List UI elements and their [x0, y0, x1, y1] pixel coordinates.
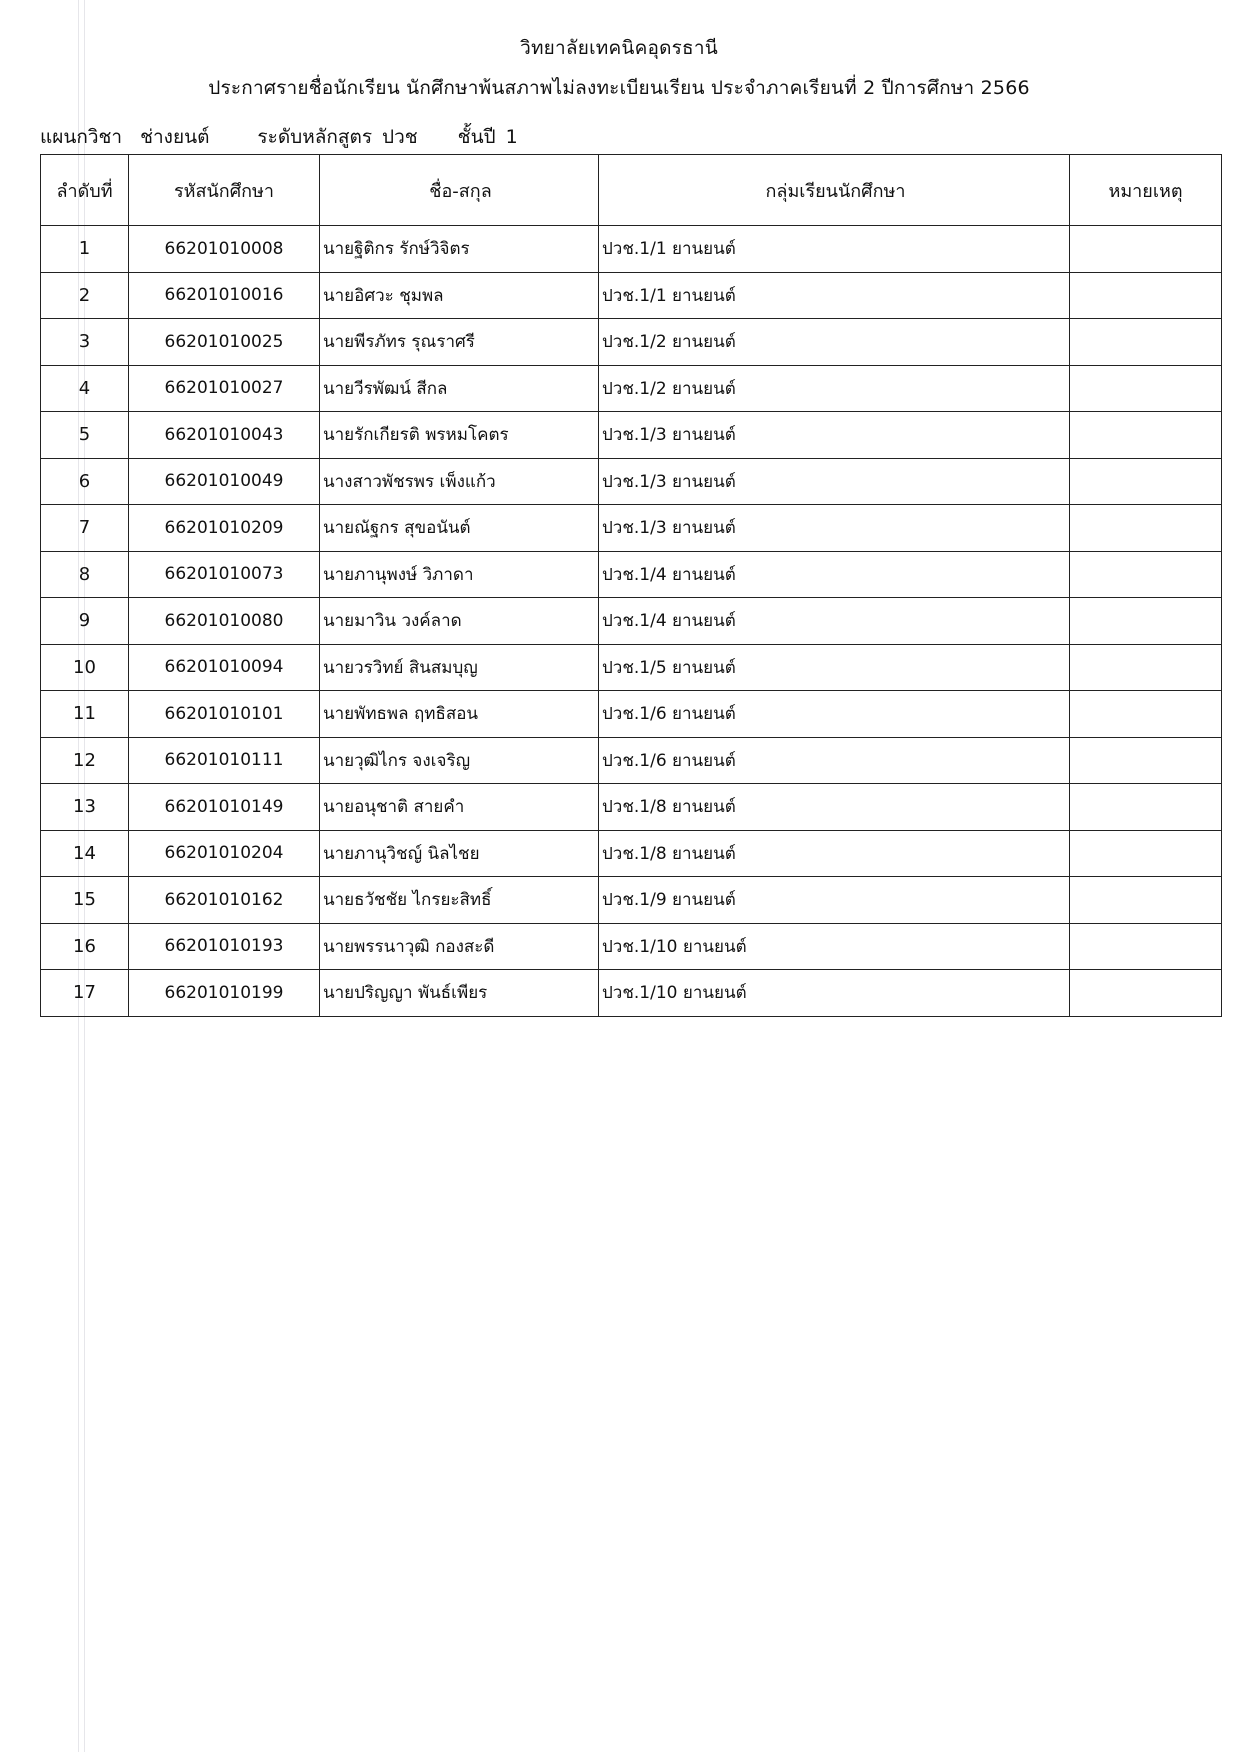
level-value: ปวช: [382, 126, 418, 148]
student-group-cell: ปวช.1/3 ยานยนต์: [599, 412, 1070, 459]
remark-cell: [1070, 644, 1222, 691]
student-id-cell: 66201010193: [129, 923, 320, 970]
remark-cell: [1070, 226, 1222, 273]
remark-cell: [1070, 365, 1222, 412]
student-group-cell: ปวช.1/4 ยานยนต์: [599, 551, 1070, 598]
table-row: [41, 458, 1222, 505]
remark-cell: [1070, 505, 1222, 552]
table-row: [41, 737, 1222, 784]
row-number-cell: 9: [41, 598, 129, 645]
remark-cell: [1070, 458, 1222, 505]
table-row: [41, 272, 1222, 319]
student-name-cell: นายปริญญา พันธ์เพียร: [320, 970, 599, 1017]
student-name-cell: นายอิศวะ ชุมพล: [320, 272, 599, 319]
table-row: [41, 598, 1222, 645]
department-label: แผนกวิชา: [40, 126, 123, 148]
remark-cell: [1070, 319, 1222, 366]
student-group-cell: ปวช.1/6 ยานยนต์: [599, 737, 1070, 784]
student-group-cell: ปวช.1/6 ยานยนต์: [599, 691, 1070, 738]
remark-cell: [1070, 272, 1222, 319]
table-row: [41, 365, 1222, 412]
row-number-cell: 6: [41, 458, 129, 505]
student-group-cell: ปวช.1/5 ยานยนต์: [599, 644, 1070, 691]
row-number-cell: 14: [41, 830, 129, 877]
student-name-cell: นางสาวพัชรพร เพ็งแก้ว: [320, 458, 599, 505]
student-id-cell: 66201010043: [129, 412, 320, 459]
student-name-cell: นายพัทธพล ฤทธิสอน: [320, 691, 599, 738]
student-group-cell: ปวช.1/4 ยานยนต์: [599, 598, 1070, 645]
row-number-cell: 7: [41, 505, 129, 552]
level-label: ระดับหลักสูตร: [257, 126, 373, 148]
student-roster-table: [40, 154, 1222, 1017]
table-row: [41, 505, 1222, 552]
student-id-cell: 66201010111: [129, 737, 320, 784]
column-header-no: ลำดับที่: [41, 155, 129, 226]
student-id-cell: 66201010080: [129, 598, 320, 645]
student-id-cell: 66201010073: [129, 551, 320, 598]
table-row: [41, 830, 1222, 877]
student-name-cell: นายวรวิทย์ สินสมบุญ: [320, 644, 599, 691]
student-name-cell: นายภานุพงษ์ วิภาดา: [320, 551, 599, 598]
student-id-cell: 66201010094: [129, 644, 320, 691]
table-row: [41, 551, 1222, 598]
student-group-cell: ปวช.1/2 ยานยนต์: [599, 319, 1070, 366]
student-group-cell: ปวช.1/8 ยานยนต์: [599, 830, 1070, 877]
student-name-cell: นายมาวิน วงค์ลาด: [320, 598, 599, 645]
column-header-student-id: รหัสนักศึกษา: [129, 155, 320, 226]
row-number-cell: 5: [41, 412, 129, 459]
row-number-cell: 11: [41, 691, 129, 738]
table-row: [41, 226, 1222, 273]
row-number-cell: 13: [41, 784, 129, 831]
remark-cell: [1070, 784, 1222, 831]
student-id-cell: 66201010209: [129, 505, 320, 552]
year-value: 1: [505, 126, 518, 148]
table-body: [41, 226, 1222, 1017]
table-row: [41, 691, 1222, 738]
row-number-cell: 10: [41, 644, 129, 691]
student-group-cell: ปวช.1/1 ยานยนต์: [599, 226, 1070, 273]
column-header-group: กลุ่มเรียนนักศึกษา: [599, 155, 1070, 226]
remark-cell: [1070, 737, 1222, 784]
row-number-cell: 15: [41, 877, 129, 924]
remark-cell: [1070, 412, 1222, 459]
row-number-cell: 8: [41, 551, 129, 598]
student-id-cell: 66201010101: [129, 691, 320, 738]
student-id-cell: 66201010027: [129, 365, 320, 412]
student-group-cell: ปวช.1/1 ยานยนต์: [599, 272, 1070, 319]
class-info: [40, 122, 518, 152]
department-value: ช่างยนต์: [140, 126, 210, 148]
year-label: ชั้นปี: [457, 126, 496, 148]
student-group-cell: ปวช.1/3 ยานยนต์: [599, 458, 1070, 505]
row-number-cell: 16: [41, 923, 129, 970]
table-row: [41, 970, 1222, 1017]
student-group-cell: ปวช.1/8 ยานยนต์: [599, 784, 1070, 831]
row-number-cell: 12: [41, 737, 129, 784]
table-row: [41, 319, 1222, 366]
remark-cell: [1070, 830, 1222, 877]
remark-cell: [1070, 923, 1222, 970]
student-name-cell: นายวุฒิไกร จงเจริญ: [320, 737, 599, 784]
row-number-cell: 2: [41, 272, 129, 319]
row-number-cell: 1: [41, 226, 129, 273]
remark-cell: [1070, 970, 1222, 1017]
student-name-cell: นายพรรนาวุฒิ กองสะดี: [320, 923, 599, 970]
table-header-row: [41, 155, 1222, 226]
student-id-cell: 66201010199: [129, 970, 320, 1017]
row-number-cell: 4: [41, 365, 129, 412]
student-name-cell: นายณัฐกร สุขอนันต์: [320, 505, 599, 552]
table-row: [41, 644, 1222, 691]
remark-cell: [1070, 877, 1222, 924]
student-name-cell: นายธวัชชัย ไกรยะสิทธิ์: [320, 877, 599, 924]
table-row: [41, 877, 1222, 924]
student-id-cell: 66201010149: [129, 784, 320, 831]
student-name-cell: นายฐิติกร รักษ์วิจิตร: [320, 226, 599, 273]
student-group-cell: ปวช.1/10 ยานยนต์: [599, 970, 1070, 1017]
student-group-cell: ปวช.1/2 ยานยนต์: [599, 365, 1070, 412]
announcement-title: ประกาศรายชื่อนักเรียน นักศึกษาพ้นสภาพไม่ลงทะเบียนเรียน ประจำภาคเรียนที่ 2 ปีการศึกษา 2566: [208, 77, 1030, 99]
row-number-cell: 17: [41, 970, 129, 1017]
table-row: [41, 412, 1222, 459]
column-header-note: หมายเหตุ: [1070, 155, 1222, 226]
student-id-cell: 66201010204: [129, 830, 320, 877]
student-id-cell: 66201010016: [129, 272, 320, 319]
column-header-name: ชื่อ-สกุล: [320, 155, 599, 226]
student-id-cell: 66201010008: [129, 226, 320, 273]
student-name-cell: นายวีรพัฒน์ สีกล: [320, 365, 599, 412]
remark-cell: [1070, 598, 1222, 645]
student-group-cell: ปวช.1/10 ยานยนต์: [599, 923, 1070, 970]
student-id-cell: 66201010162: [129, 877, 320, 924]
table-row: [41, 784, 1222, 831]
row-number-cell: 3: [41, 319, 129, 366]
student-id-cell: 66201010049: [129, 458, 320, 505]
student-group-cell: ปวช.1/3 ยานยนต์: [599, 505, 1070, 552]
student-group-cell: ปวช.1/9 ยานยนต์: [599, 877, 1070, 924]
student-name-cell: นายภานุวิชญ์ นิลไชย: [320, 830, 599, 877]
student-name-cell: นายพีรภัทร รุณราศรี: [320, 319, 599, 366]
remark-cell: [1070, 691, 1222, 738]
remark-cell: [1070, 551, 1222, 598]
student-name-cell: นายรักเกียรติ พรหมโคตร: [320, 412, 599, 459]
student-id-cell: 66201010025: [129, 319, 320, 366]
college-title: วิทยาลัยเทคนิคอุดรธานี: [520, 37, 718, 59]
table-row: [41, 923, 1222, 970]
student-name-cell: นายอนุชาติ สายคำ: [320, 784, 599, 831]
